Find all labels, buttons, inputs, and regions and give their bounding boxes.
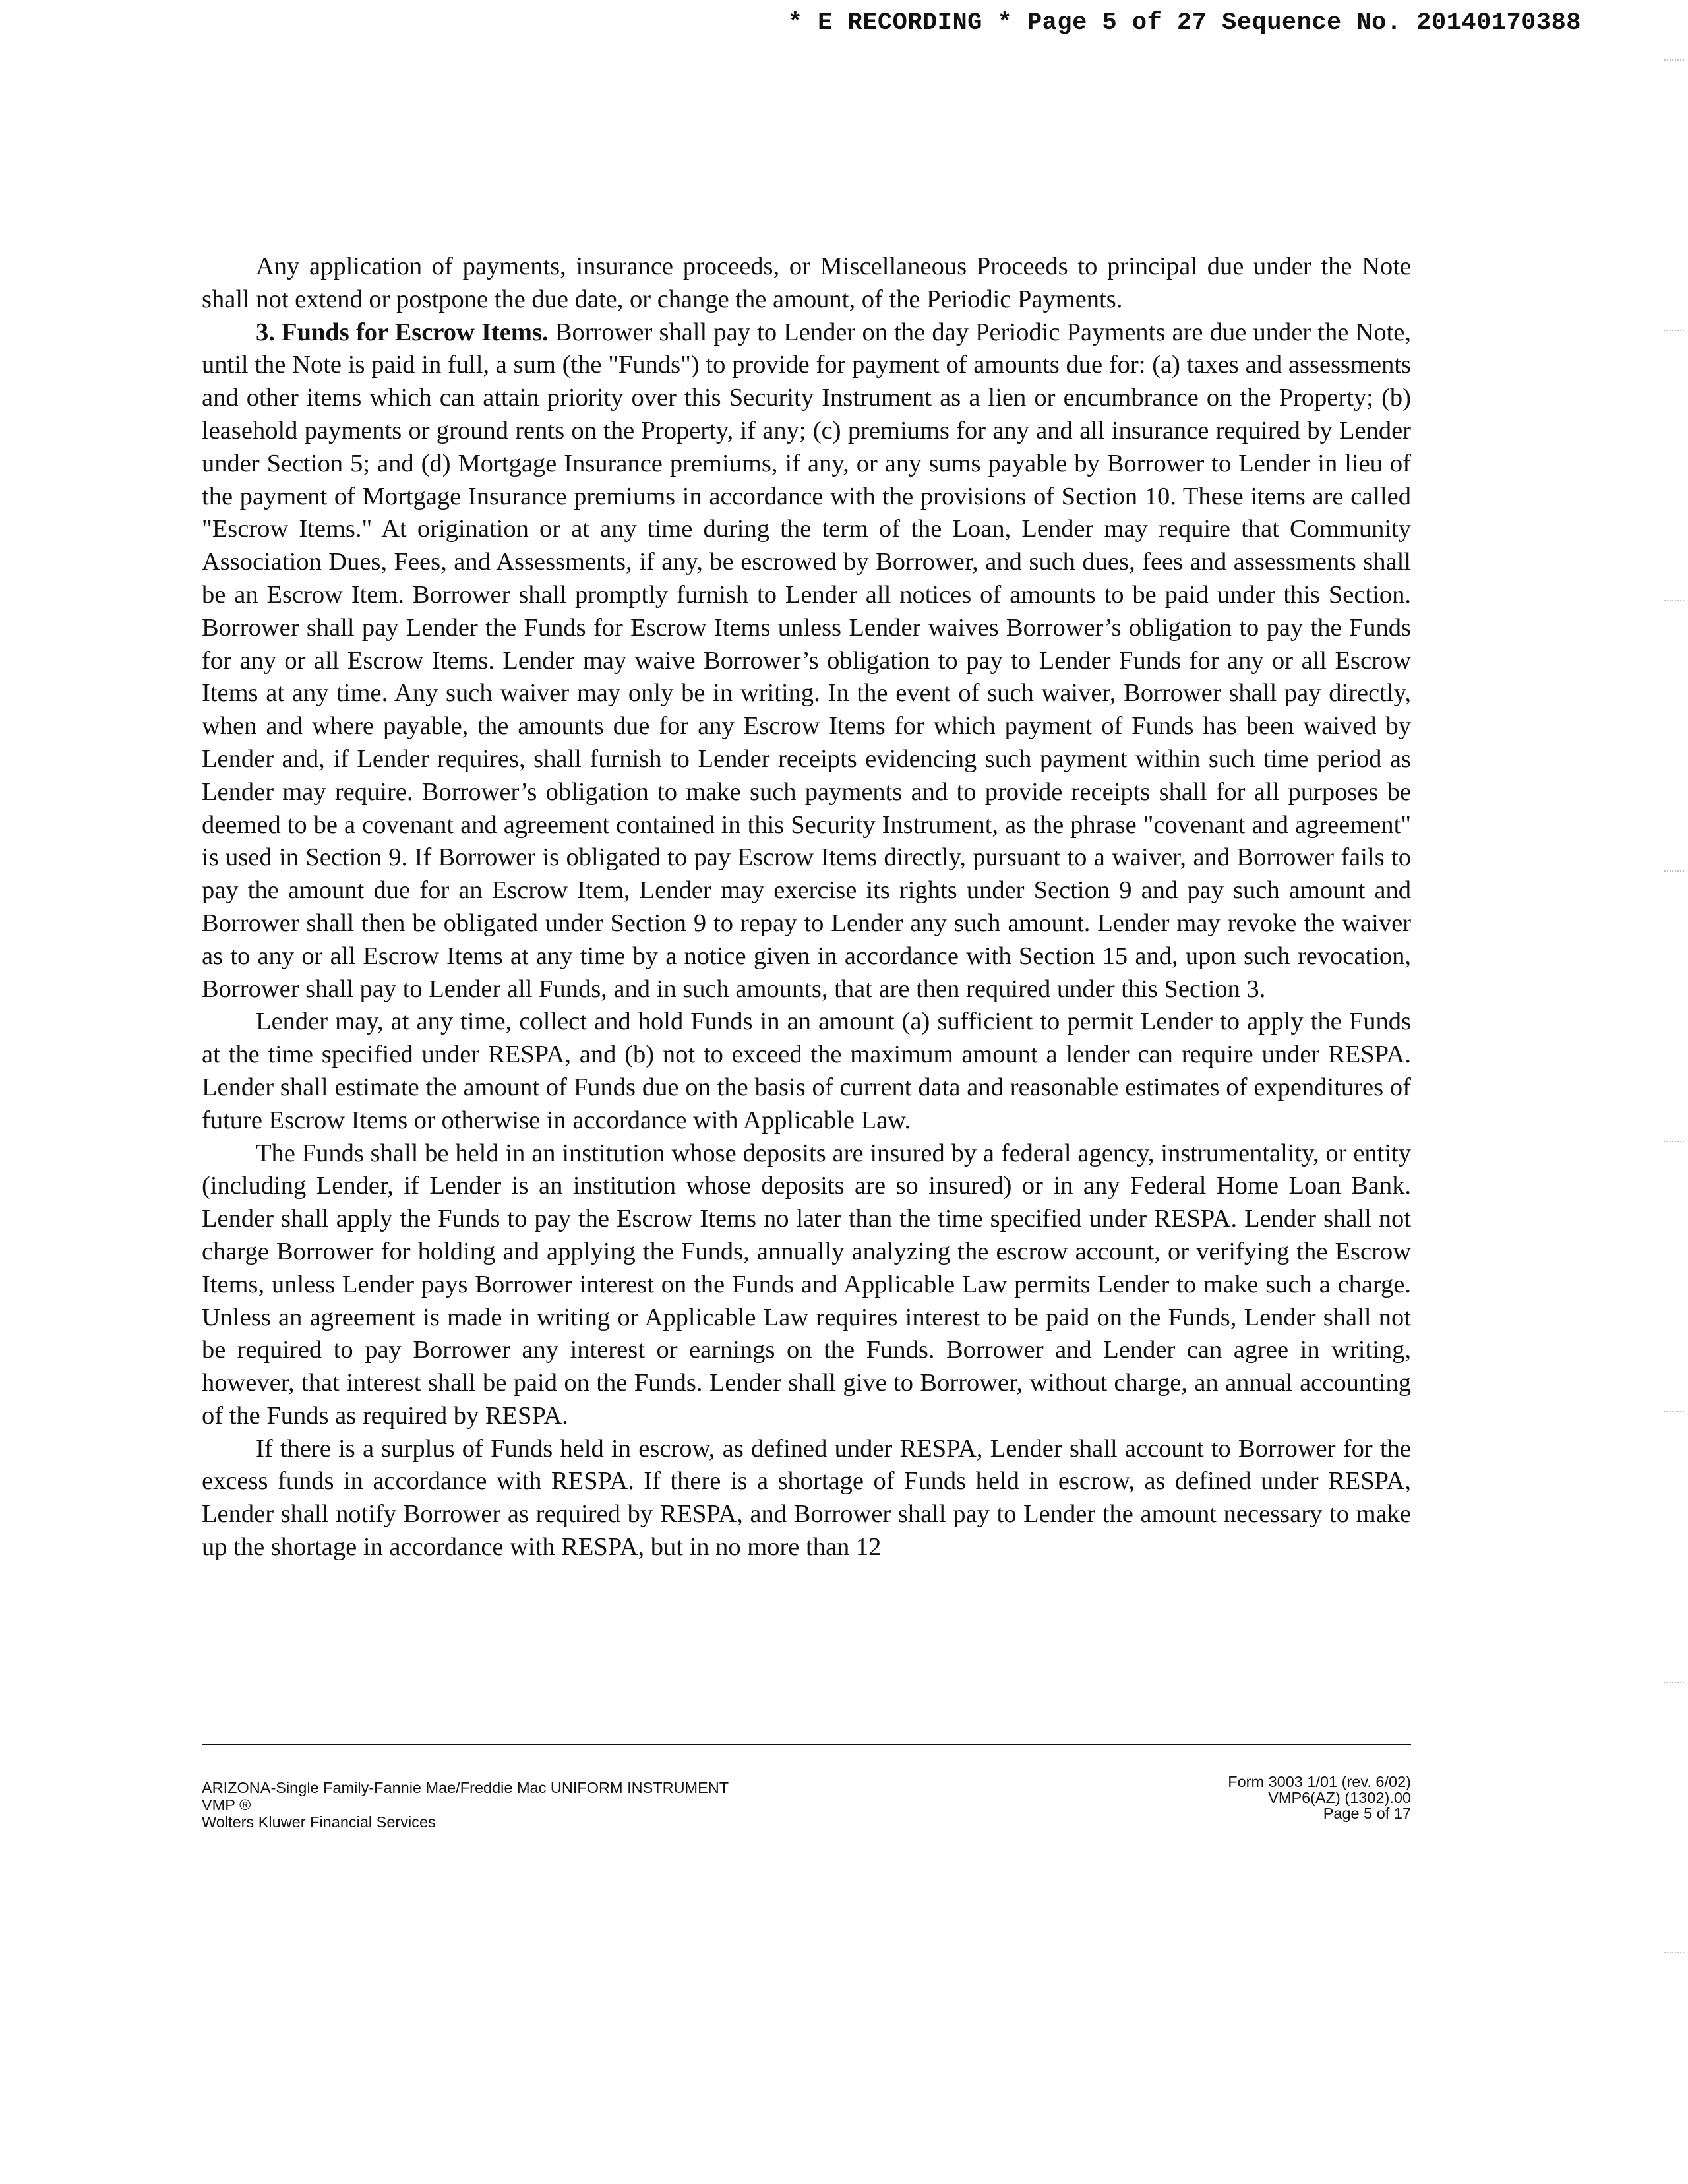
- paragraph-text: Any application of payments, insurance proceeds, or Miscellaneous Proceeds to principal due under the Note shall not extend or postpone the due date, or change the amount, of the Periodic Payments.: [202, 253, 1411, 313]
- scan-mark: [1664, 1952, 1684, 1953]
- footer-instrument-title: ARIZONA-Single Family-Fannie Mae/Freddie Mac UNIFORM INSTRUMENT: [202, 1779, 729, 1796]
- footer-divider: [202, 1744, 1411, 1745]
- paragraph-application-of-payments: [202, 251, 1411, 317]
- footer-vmp: VMP ®: [202, 1796, 251, 1813]
- scan-mark: [1664, 1141, 1684, 1142]
- paragraph-funds-held-institution: [202, 1138, 1411, 1433]
- paragraph-text: If there is a surplus of Funds held in escrow, as defined under RESPA, Lender shall account to Borrower for the excess funds in accordance with RESPA. If there is a shortage of Funds held in escrow, as defined under RESPA, Lender shall notify Borrower as required by RESPA, and Borrower shall pay to Lender the amount necessary to make up the shortage in accordance with RESPA, but in no more than 12: [202, 1434, 1411, 1562]
- document-body: [202, 251, 1411, 1564]
- footer-form-info: [202, 1779, 729, 1831]
- footer-form-id: Form 3003 1/01 (rev. 6/02): [1228, 1773, 1411, 1790]
- footer-page-number: Page 5 of 17: [1323, 1805, 1411, 1822]
- paragraph-text: Borrower shall pay to Lender on the day Periodic Payments are due under the Note, until the Note is paid in full, a sum (the "Funds") to provide for payment of amounts due for: (a) taxes and assessments and other items which can attain priority over this Security Instrument as a lien or encumbrance on the Property; (b) leasehold payments or ground rents on the Property, if any; (c) premiums for any and all insurance required by Lender under Section 5; and (d) Mortgage Insurance premiums, if any, or any sums payable by Borrower to Lender in lieu of the payment of Mortgage Insurance premiums in accordance with the provisions of Section 10. These items are called "Escrow Items." At origination or at any time during the term of the Loan, Lender may require that Community Association Dues, Fees, and Assessments, if any, be escrowed by Borrower, and such dues, fees and assessments shall be an Escrow Item. Borrower shall promptly furnish to Lender all notices of amounts to be paid under this Section. Borrower shall pay Lender the Funds for Escrow Items unless Lender waives Borrower’s obligation to pay the Funds for any or all Escrow Items. Lender may waive Borrower’s obligation to pay to Lender Funds for any or all Escrow Items at any time. Any such waiver may only be in writing. In the event of such waiver, Borrower shall pay directly, when and where payable, the amounts due for any Escrow Items for which payment of Funds has been waived by Lender and, if Lender requires, shall furnish to Lender receipts evidencing such payment within such time period as Lender may require. Borrower’s obligation to make such payments and to provide receipts shall for all purposes be deemed to be a covenant and agreement contained in this Security Instrument, as the phrase "covenant and agreement" is used in Section 9. If Borrower is obligated to pay Escrow Items directly, pursuant to a waiver, and Borrower fails to pay the amount due for an Escrow Item, Lender may exercise its rights under Section 9 and pay such amount and Borrower shall then be obligated under Section 9 to repay to Lender any such amount. Lender may revoke the waiver as to any or all Escrow Items at any time by a notice given in accordance with Section 15 and, upon such revocation, Borrower shall pay to Lender all Funds, and in such amounts, that are then required under this Section 3.: [202, 318, 1411, 1003]
- footer-vmp-code: VMP6(AZ) (1302).00: [1268, 1789, 1411, 1806]
- section-heading: 3. Funds for Escrow Items.: [256, 318, 549, 346]
- recording-header: * E RECORDING * Page 5 of 27 Sequence No. 20140170388: [787, 9, 1581, 37]
- scan-mark: [1664, 59, 1684, 61]
- scan-mark: [1664, 1411, 1684, 1412]
- paragraph-funds-for-escrow-items: [202, 317, 1411, 1006]
- scan-mark: [1664, 870, 1684, 872]
- footer-form-number: [1228, 1774, 1411, 1821]
- paragraph-text: Lender may, at any time, collect and hold Funds in an amount (a) sufficient to permit Lender to apply the Funds at the time specified under RESPA, and (b) not to exceed the maximum amount a lender can require under RESPA. Lender shall estimate the amount of Funds due on the basis of current data and reasonable estimates of expenditures of future Escrow Items or otherwise in accordance with Applicable Law.: [202, 1008, 1411, 1134]
- paragraph-lender-collect-funds: [202, 1006, 1411, 1137]
- scan-mark: [1664, 600, 1684, 601]
- paragraph-text: The Funds shall be held in an institution whose deposits are insured by a federal agency, instrumentality, or entity (including Lender, if Lender is an institution whose deposits are so insured) or in any Federal Home Loan Bank. Lender shall apply the Funds to pay the Escrow Items no later than the time specified under RESPA. Lender shall not charge Borrower for holding and applying the Funds, annually analyzing the escrow account, or verifying the Escrow Items, unless Lender pays Borrower interest on the Funds and Applicable Law permits Lender to make such a charge. Unless an agreement is made in writing or Applicable Law requires interest to be paid on the Funds, Lender shall not be required to pay Borrower any interest or earnings on the Funds. Borrower and Lender can agree in writing, however, that interest shall be paid on the Funds. Lender shall give to Borrower, without charge, an annual accounting of the Funds as required by RESPA.: [202, 1139, 1411, 1430]
- paragraph-surplus-of-funds: [202, 1433, 1411, 1564]
- footer-publisher: Wolters Kluwer Financial Services: [202, 1813, 436, 1831]
- scan-mark: [1664, 330, 1684, 331]
- scan-mark: [1664, 1682, 1684, 1683]
